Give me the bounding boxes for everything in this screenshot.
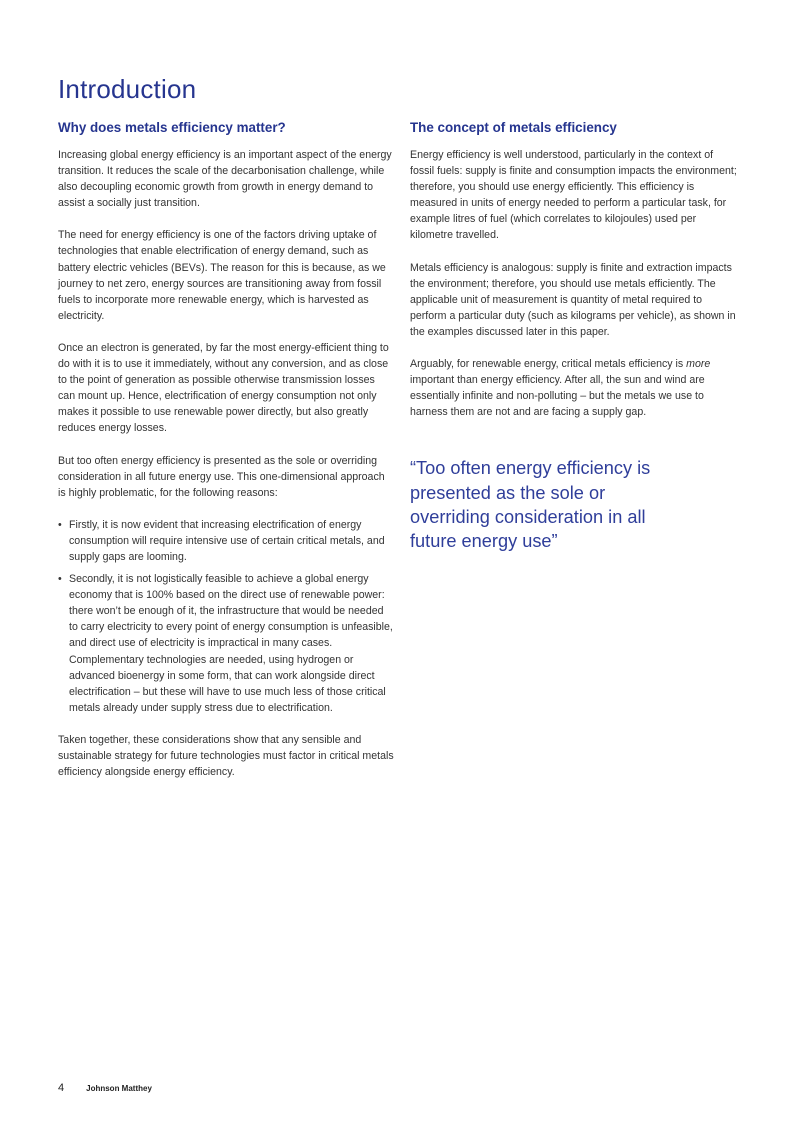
list-item: • Firstly, it is now evident that increasing electrification of energy consumption will require intensive use of certain critical metals, and supply gaps are looming. [58, 517, 394, 565]
reasons-list [58, 517, 394, 716]
paragraph: But too often energy efficiency is presented as the sole or overriding consideration in all future energy use. This one-dimensional approach is highly problematic, for the following reasons: [58, 454, 385, 499]
paragraph: Taken together, these considerations show that any sensible and sustainable strategy for future technologies must factor in critical metals efficiency alongside energy efficiency. [58, 733, 394, 779]
paragraph: The need for energy efficiency is one of the factors driving uptake of technologies that enable electrification of energy demand, such as battery electric vehicles (BEVs). The reason for this is because, as we journey to net zero, energy sources are transitioning away from fossil fuels to incorporate more renewable energy, which is harvested as electricity. [58, 229, 386, 322]
paragraph: Metals efficiency is analogous: supply is finite and extraction impacts the environment; therefore, you should use metals efficiently. The applicable unit of measurement is quantity of metal required to perform a particular duty (such as kilograms per vehicle), as shown in the examples discussed later in this paper. [410, 261, 736, 338]
pull-quote: “Too often energy efficiency is presented as the sole or overriding consideration in all future energy use” [410, 458, 651, 552]
paragraph-text: Arguably, for renewable energy, critical metals efficiency is [410, 358, 687, 371]
emphasis-text: more [686, 358, 711, 371]
footer-brand: Johnson Matthey [86, 1084, 152, 1093]
list-item: • Secondly, it is not logistically feasible to achieve a global energy economy that is 100% based on the direct use of renewable power: there won’t be enough of it, the infrastructure that would be needed to carry electricity to every point of energy consumption is unfeasible, and direct use of electricity is impractical in many cases. Complementary technologies are needed, using hydrogen or advanced bioenergy in some form, that can work alongside direct electrification – but these will have to use much less of those critical metals already under supply stress due to electrification. [58, 571, 394, 716]
section-heading-concept-metals-efficiency: The concept of metals efficiency [410, 120, 617, 135]
section-heading-metals-efficiency-matter: Why does metals efficiency matter? [58, 120, 286, 135]
paragraph: Increasing global energy efficiency is an important aspect of the energy transition. It reduces the scale of the decarbonisation challenge, while also decoupling economic growth from growth in energy demand to assist a socially just transition. [58, 149, 392, 210]
page-number: 4 [58, 1082, 65, 1094]
left-column [58, 120, 394, 796]
page-title: Introduction [58, 74, 197, 104]
paragraph: Energy efficiency is well understood, particularly in the context of fossil fuels: supply is finite and consumption impacts the environment; therefore, you should use energy efficiently. This efficiency is measured in units of energy needed to perform a particular task, for example litres of fuel (which correlates to kilojoules) used per kilometre travelled. [410, 149, 737, 242]
right-column [410, 120, 740, 553]
page-footer [58, 1082, 152, 1094]
paragraph [410, 356, 740, 420]
paragraph-text: important than energy efficiency. After all, the sun and wind are essentially infinite and non-polluting – but the metals we use to harness them are not and are facing a supply gap. [410, 374, 705, 419]
paragraph: Once an electron is generated, by far the most energy-efficient thing to do with it is to use it immediately, without any conversion, and as close to the point of generation as possible otherwise transmission losses can mount up. Hence, electrification of energy consumption not only makes it possible to use renewable power directly, but also greatly reduces energy losses. [58, 341, 389, 435]
